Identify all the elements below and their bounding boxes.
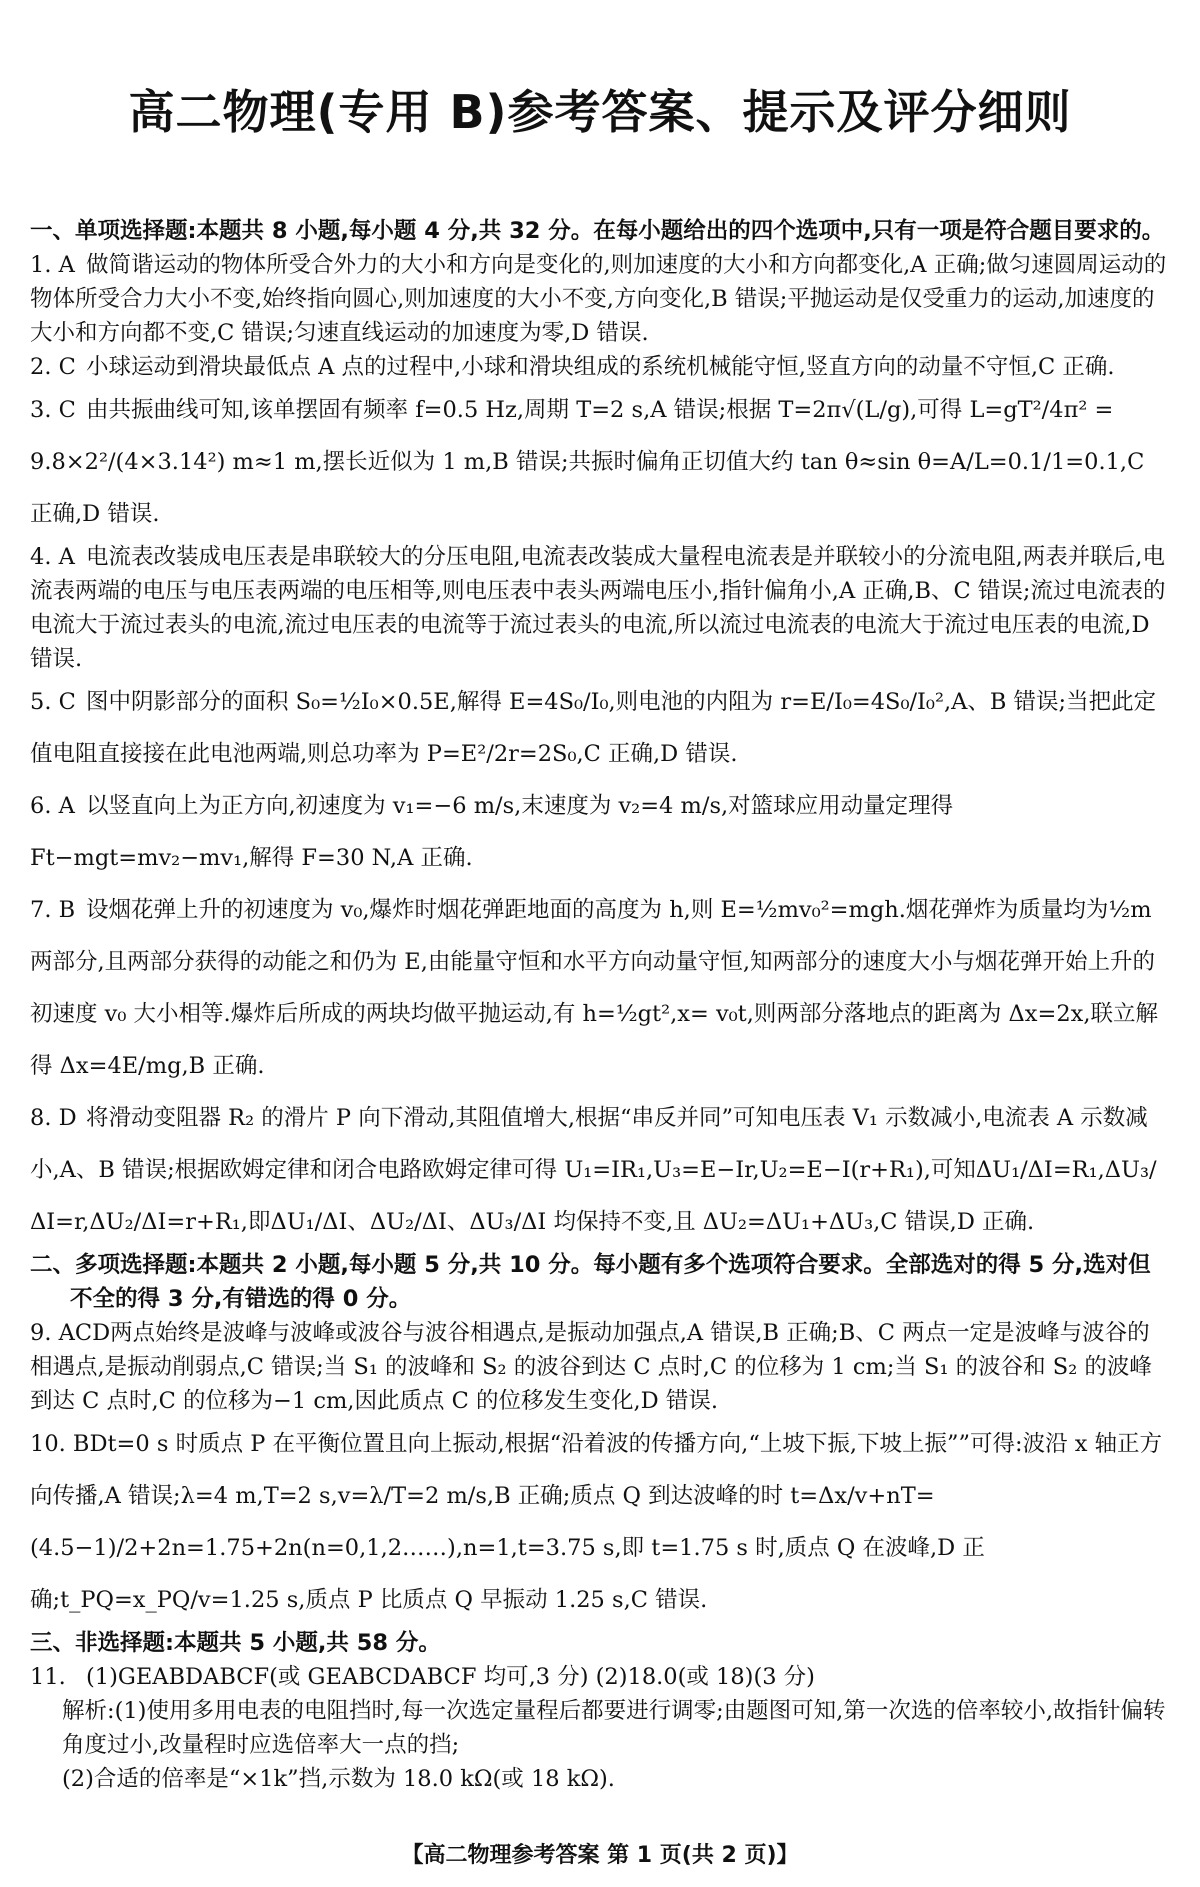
answer-number: 8. D: [30, 1105, 77, 1131]
analysis-paragraph: 解析:(1)使用多用电表的电阻挡时,每一次选定量程后都要进行调零;由题图可知,第一次选的倍率较小,故指针偏转角度过小,改量程时应选倍率大一点的挡;: [62, 1698, 1166, 1758]
answer-text: (1)GEABDABCF(或 GEABCDABCF 均可,3 分) (2)18.0(或 18)(3 分): [86, 1664, 815, 1690]
answer-number: 7. B: [30, 897, 76, 923]
answer-text: t=0 s 时质点 P 在平衡位置且向上振动,根据“沿着波的传播方向,“上坡下振,下坡上振””可得:波沿 x 轴正方向传播,A 错误;λ=4 m,T=2 s,v=λ/T=2 m/s,B 正确;质点 Q 到达波峰的时 t=Δx/v+nT=(4.5−1)/2+2n=1.75+2n(n=0,1,2……),n=1,t=3.75 s,即 t=1.75 s 时,质点 Q 在波峰,D 正确;t_PQ=x_PQ/v=1.25 s,质点 P 比质点 Q 早振动 1.25 s,C 错误.: [30, 1431, 1163, 1613]
answer-text: 以竖直向上为正方向,初速度为 v₁=−6 m/s,末速度为 v₂=4 m/s,对篮球应用动量定理得 Ft−mgt=mv₂−mv₁,解得 F=30 N,A 正确.: [30, 793, 954, 871]
answer-number: 10. BD: [30, 1431, 108, 1457]
answer-text: 小球运动到滑块最低点 A 点的过程中,小球和滑块组成的系统机械能守恒,竖直方向的动量不守恒,C 正确.: [86, 354, 1115, 380]
section-heading-2: 二、多项选择题:本题共 2 小题,每小题 5 分,共 10 分。每小题有多个选项符合要求。全部选对的得 5 分,选对但不全的得 3 分,有错选的得 0 分。: [30, 1252, 1151, 1312]
answer-number: 6. A: [30, 793, 75, 819]
answer-number: 1. A: [30, 252, 75, 278]
answer-text: 将滑动变阻器 R₂ 的滑片 P 向下滑动,其阻值增大,根据“串反并同”可知电压表 V₁ 示数减小,电流表 A 示数减小,A、B 错误;根据欧姆定律和闭合电路欧姆定律可得 U₁=IR₁,U₃=E−Ir,U₂=E−I(r+R₁),可知ΔU₁/ΔI=R₁,ΔU₃/ΔI=r,ΔU₂/ΔI=r+R₁,即ΔU₁/ΔI、ΔU₂/ΔI、ΔU₃/ΔI 均保持不变,且 ΔU₂=ΔU₁+ΔU₃,C 错误,D 正确.: [30, 1105, 1157, 1235]
page-footer: 【高二物理参考答案 第 1 页(共 2 页)】: [401, 1843, 799, 1868]
answer-item-7: [30, 884, 1170, 1092]
answer-item-8: [30, 1092, 1170, 1248]
answer-item-4: [30, 540, 1170, 676]
answer-item-6: [30, 780, 1170, 884]
answer-item-5: [30, 676, 1170, 780]
answer-text: 做简谐运动的物体所受合外力的大小和方向是变化的,则加速度的大小和方向都变化,A 正确;做匀速圆周运动的物体所受合力大小不变,始终指向圆心,则加速度的大小不变,方向变化,B 错误;平抛运动是仅受重力的运动,加速度的大小和方向都不变,C 错误;匀速直线运动的加速度为零,D 错误.: [30, 252, 1167, 346]
answer-number: 4. A: [30, 544, 75, 570]
answer-text: 电流表改装成电压表是串联较大的分压电阻,电流表改装成大量程电流表是并联较小的分流电阻,两表并联后,电流表两端的电压与电压表两端的电压相等,则电压表中表头两端电压小,指针偏角小,A 正确,B、C 错误;流过电流表的电流大于流过表头的电流,流过电压表的电流等于流过表头的电流,所以流过电流表的电流大于流过电压表的电流,D 错误.: [30, 544, 1166, 672]
answer-number: 3. C: [30, 397, 76, 423]
page-title: 高二物理(专用 B)参考答案、提示及评分细则: [128, 85, 1072, 139]
answer-text: 由共振曲线可知,该单摆固有频率 f=0.5 Hz,周期 T=2 s,A 错误;根据 T=2π√(L/g),可得 L=gT²/4π² = 9.8×2²/(4×3.14²) m≈1 m,摆长近似为 1 m,B 错误;共振时偏角正切值大约 tan θ≈sin θ=A/L=0.1/1=0.1,C 正确,D 错误.: [30, 397, 1145, 527]
answer-number: 2. C: [30, 354, 76, 380]
answer-item-1: [30, 248, 1170, 350]
answer-number: 9. ACD: [30, 1320, 111, 1346]
answer-text: 设烟花弹上升的初速度为 v₀,爆炸时烟花弹距地面的高度为 h,则 E=½mv₀²=mgh.烟花弹炸为质量均为½m 两部分,且两部分获得的动能之和仍为 E,由能量守恒和水平方向动量守恒,知两部分的速度大小与烟花弹开始上升的初速度 v₀ 大小相等.爆炸后所成的两块均做平抛运动,有 h=½gt²,x= v₀t,则两部分落地点的距离为 Δx=2x,联立解得 Δx=4E/mg,B 正确.: [30, 897, 1158, 1079]
analysis-paragraph: (2)合适的倍率是“×1k”挡,示数为 18.0 kΩ(或 18 kΩ).: [62, 1766, 615, 1792]
answer-number: 11.: [30, 1664, 66, 1690]
answer-text: 图中阴影部分的面积 S₀=½I₀×0.5E,解得 E=4S₀/I₀,则电池的内阻为 r=E/I₀=4S₀/I₀²,A、B 错误;当把此定值电阻直接接在此电池两端,则总功率为 P=E²/2r=2S₀,C 正确,D 错误.: [30, 689, 1157, 767]
answer-item-10: [30, 1418, 1170, 1626]
answer-item-9: [30, 1316, 1170, 1418]
answer-item-2: [30, 350, 1170, 384]
section-heading-3: 三、非选择题:本题共 5 小题,共 58 分。: [30, 1630, 441, 1656]
answer-item-3: [30, 384, 1170, 540]
answer-text: 两点始终是波峰与波峰或波谷与波谷相遇点,是振动加强点,A 错误,B 正确;B、C 两点一定是波峰与波谷的相遇点,是振动削弱点,C 错误;当 S₁ 的波峰和 S₂ 的波谷到达 C 点时,C 的位移为 1 cm;当 S₁ 的波谷和 S₂ 的波峰到达 C 点时,C 的位移为−1 cm,因此质点 C 的位移发生变化,D 错误.: [30, 1320, 1152, 1414]
answer-number: 5. C: [30, 689, 76, 715]
section-heading-1: 一、单项选择题:本题共 8 小题,每小题 4 分,共 32 分。在每小题给出的四个选项中,只有一项是符合题目要求的。: [30, 218, 1165, 244]
answer-item-11: [30, 1660, 1170, 1694]
